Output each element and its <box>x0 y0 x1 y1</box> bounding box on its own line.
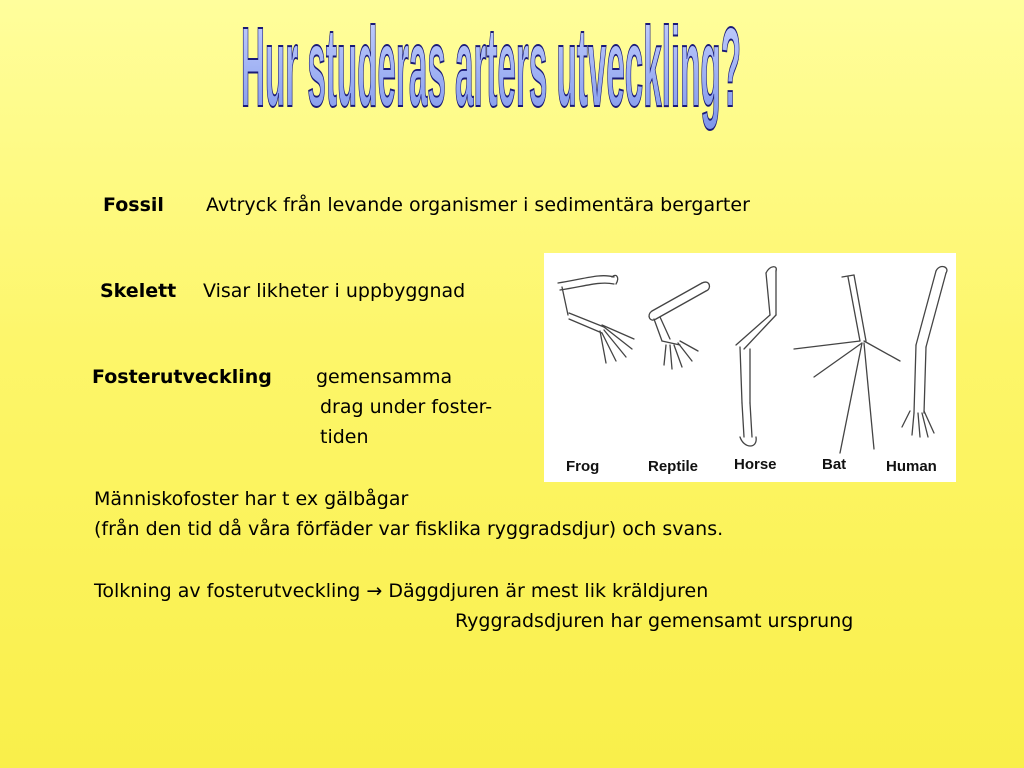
caption-reptile: Reptile <box>648 458 699 475</box>
tolkning-prefix: Tolkning av fosterutveckling <box>94 580 361 602</box>
caption-horse: Horse <box>734 456 777 473</box>
manniskofoster-line2: (från den tid då våra förfäder var fisklika ryggradsdjur) och svans. <box>94 518 724 540</box>
skelett-text: Visar likheter i uppbyggnad <box>203 280 466 302</box>
tolkning-suffix: Däggdjuren är mest lik kräldjuren <box>388 580 709 602</box>
fossil-row <box>103 190 164 220</box>
fosterutveckling-line3: tiden <box>320 426 369 448</box>
horse-limb-illustration <box>736 267 776 446</box>
skelett-label: Skelett <box>100 280 177 302</box>
fosterutveckling-line1: gemensamma <box>316 366 453 388</box>
caption-human: Human <box>886 458 937 475</box>
arrow-icon: → <box>366 580 383 602</box>
page-title <box>236 3 746 170</box>
tolkning-line1 <box>94 576 708 606</box>
frog-limb-illustration <box>558 275 634 363</box>
reptile-limb-illustration <box>649 282 709 369</box>
fossil-text: Avtryck från levande organismer i sedimentära bergarter <box>206 194 750 216</box>
limb-skeleton-figure <box>544 253 956 482</box>
manniskofoster-line1: Människofoster har t ex gälbågar <box>94 488 409 510</box>
skelett-row <box>100 276 176 306</box>
fossil-label: Fossil <box>103 194 164 216</box>
caption-frog: Frog <box>566 458 600 475</box>
human-limb-illustration <box>902 267 947 437</box>
fosterutveckling-line2: drag under foster- <box>320 396 493 418</box>
caption-bat: Bat <box>822 456 847 473</box>
fosterutveckling-label-row <box>92 362 272 392</box>
page-title-text: Hur studeras arters utveckling? <box>241 3 741 131</box>
bat-limb-illustration <box>794 275 900 453</box>
fosterutveckling-label: Fosterutveckling <box>92 366 272 388</box>
tolkning-line2: Ryggradsdjuren har gemensamt ursprung <box>455 610 854 632</box>
